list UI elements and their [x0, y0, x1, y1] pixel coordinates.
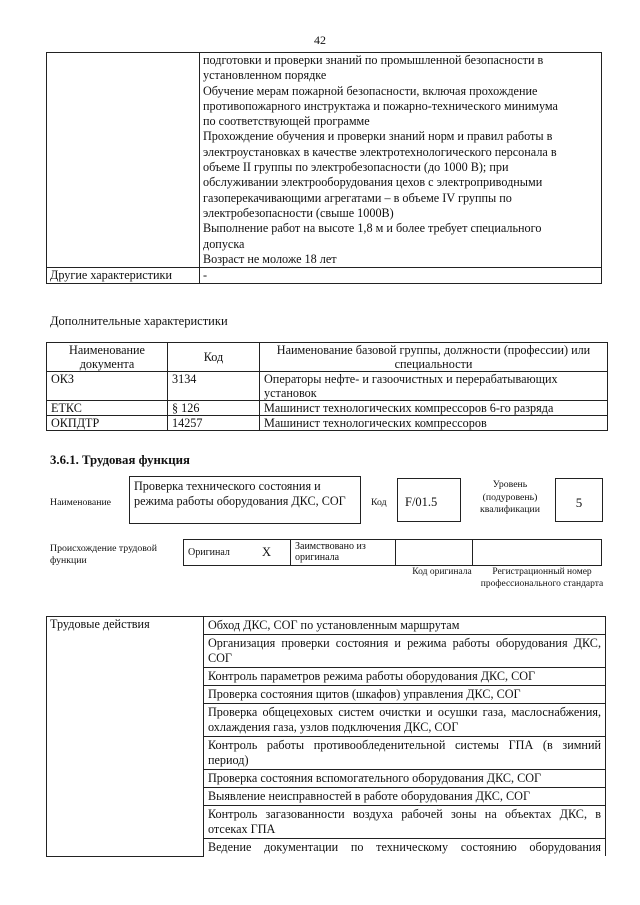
requirement-line: объеме II группы по электробезопасности (до 1000 В); при — [203, 160, 509, 175]
code-cell: 14257 — [168, 416, 260, 431]
additional-characteristics-title: Дополнительные характеристики — [50, 314, 228, 328]
labor-action-item: Проверка состояния вспомогательного оборудования ДКС, СОГ — [204, 770, 606, 788]
function-name-value: Проверка технического состояния и режима работы оборудования ДКС, СОГ — [129, 476, 361, 524]
origin-code-cell — [396, 540, 473, 566]
empty-label-cell — [47, 53, 200, 268]
labor-action-item: Контроль параметров режима работы оборудования ДКС, СОГ — [204, 668, 606, 686]
requirement-line: Прохождение обучения и проверки знаний норм и правил работы в — [203, 129, 553, 144]
other-characteristics-value: - — [200, 268, 602, 284]
original-mark: X — [258, 540, 291, 566]
labor-actions-label: Трудовые действия — [47, 617, 204, 857]
origin-table — [183, 539, 602, 566]
labor-action-item: Контроль работы противообледенительной системы ГПА (в зимний период) — [204, 737, 606, 770]
qualification-level-value: 5 — [555, 478, 603, 522]
group-name-cell: Машинист технологических компрессоров — [260, 416, 608, 431]
table-row — [47, 401, 608, 416]
labor-actions-table — [46, 616, 606, 857]
group-name-cell: Машинист технологических компрессоров 6-го разряда — [260, 401, 608, 416]
labor-action-item: Проверка общецеховых систем очистки и осушки газа, маслоснабжения, охлаждения газа, узлов подключения ДКС, СОГ — [204, 704, 606, 737]
labor-action-item: Проверка состояния щитов (шкафов) управления ДКС, СОГ — [204, 686, 606, 704]
requirement-line: электробезопасности (свыше 1000В) — [203, 205, 394, 220]
doc-cell: ОКЗ — [47, 372, 168, 401]
requirement-line: допуска — [203, 236, 245, 251]
requirement-line: Выполнение работ на высоте 1,8 м и более требует специального — [203, 221, 542, 236]
table-row — [47, 372, 608, 401]
doc-cell: ОКПДТР — [47, 416, 168, 431]
function-code-label: Код — [371, 497, 387, 508]
requirement-line: обслуживании электрооборудования цехов с электроприводными — [203, 175, 543, 190]
qualification-level-label: Уровень (подуровень) квалификации — [479, 479, 541, 515]
function-code-value: F/01.5 — [397, 478, 461, 522]
header-document-name: Наименование документа — [47, 343, 168, 372]
borrowed-from-original-label: Заимствовано из оригинала — [291, 540, 396, 566]
requirement-line: электроустановках в качестве электротехнологического персонала в — [203, 144, 557, 159]
registration-number-cell — [473, 540, 602, 566]
labor-action-item: Ведение документации по техническому состоянию оборудования — [204, 839, 606, 857]
table-header-row — [47, 343, 608, 372]
other-characteristics-label: Другие характеристики — [47, 268, 200, 284]
table-row — [47, 617, 606, 635]
labor-action-item: Выявление неисправностей в работе оборудования ДКС, СОГ — [204, 788, 606, 806]
table-row — [47, 416, 608, 431]
requirement-line: по соответствующей программе — [203, 114, 370, 129]
labor-action-item: Контроль загазованности воздуха рабочей зоны на объектах ДКС, в отсеках ГПА — [204, 806, 606, 839]
qualification-table — [46, 52, 602, 284]
labor-function-title: 3.6.1. Трудовая функция — [50, 453, 190, 467]
requirement-line: газоперекачивающими агрегатами – в объеме IV группы по — [203, 190, 512, 205]
labor-action-item: Обход ДКС, СОГ по установленным маршрутам — [204, 617, 606, 635]
requirement-line: Обучение мерам пожарной безопасности, включая прохождение — [203, 83, 538, 98]
requirement-line: противопожарного инструктажа и пожарно-технического минимума — [203, 98, 558, 113]
header-base-group: Наименование базовой группы, должности (профессии) или специальности — [260, 343, 608, 372]
page-number: 42 — [314, 33, 326, 47]
additional-characteristics-table — [46, 342, 608, 431]
group-name-cell: Операторы нефте- и газоочистных и перерабатывающих установок — [260, 372, 608, 401]
header-code: Код — [168, 343, 260, 372]
labor-action-item: Организация проверки состояния и режима работы оборудования ДКС, СОГ — [204, 635, 606, 668]
code-cell: 3134 — [168, 372, 260, 401]
code-cell: § 126 — [168, 401, 260, 416]
origin-code-caption: Код оригинала — [412, 567, 472, 577]
requirement-line: подготовки и проверки знаний по промышленной безопасности в — [203, 53, 544, 67]
requirement-line: установленном порядке — [203, 68, 327, 83]
registration-number-caption: Регистрационный номер профессионального стандарта — [480, 567, 604, 589]
original-label: Оригинал — [184, 540, 259, 566]
function-origin-label: Происхождение трудовой функции — [50, 543, 157, 566]
requirement-line: Возраст не моложе 18 лет — [203, 251, 337, 266]
function-name-label: Наименование — [50, 497, 112, 508]
requirements-cell — [200, 53, 602, 268]
doc-cell: ЕТКС — [47, 401, 168, 416]
